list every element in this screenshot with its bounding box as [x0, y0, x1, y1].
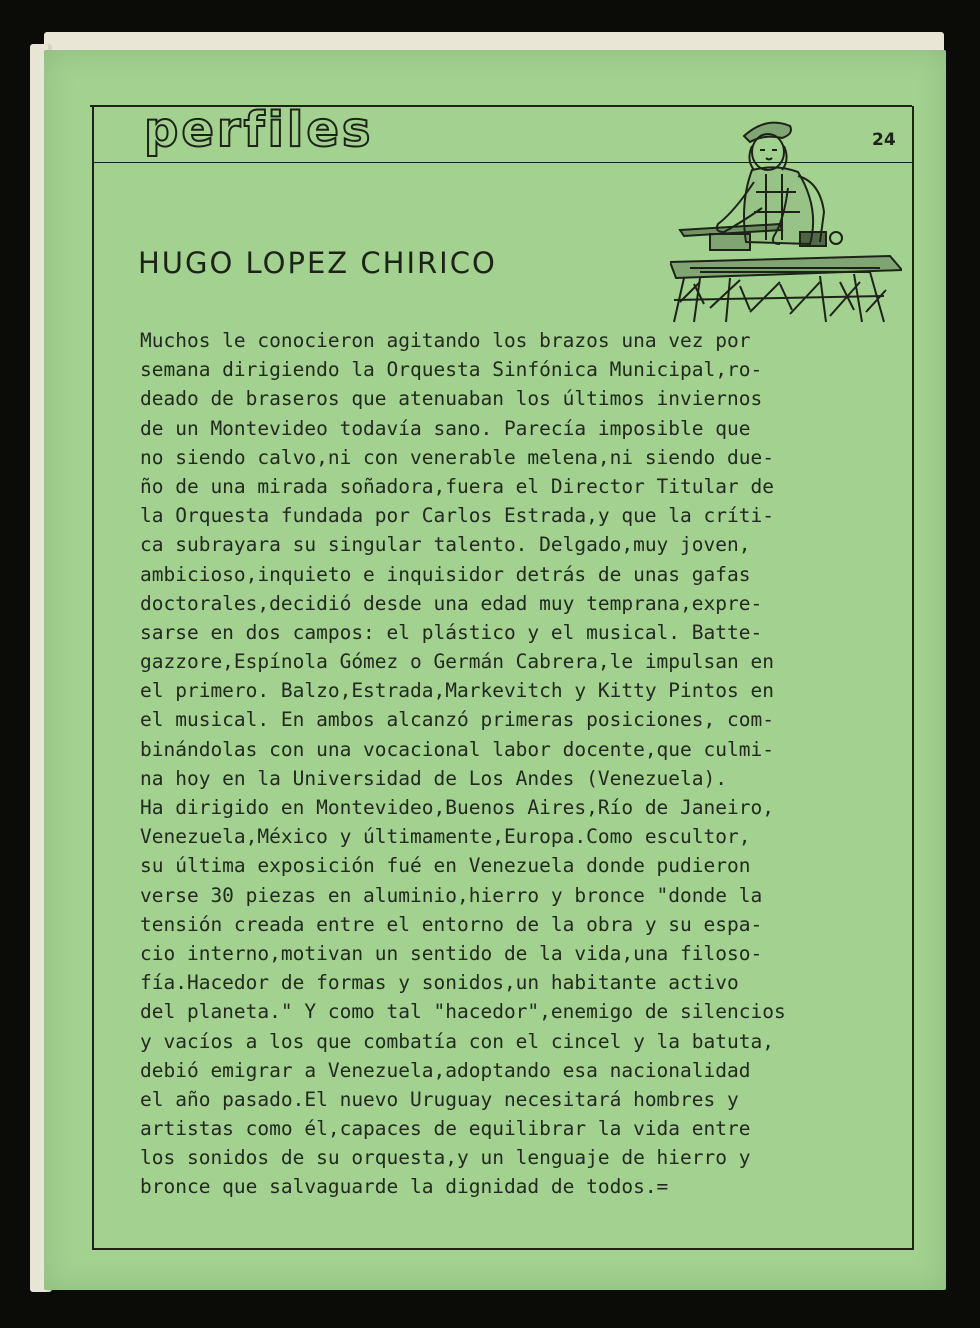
article-line: la Orquesta fundada por Carlos Estrada,y que la críti- — [140, 504, 774, 528]
article-line: bronce que salvaguarde la dignidad de todos.= — [140, 1175, 669, 1199]
article-line: sarse en dos campos: el plástico y el musical. Batte- — [140, 620, 763, 644]
article-line: deado de braseros que atenuaban los últimos inviernos — [140, 387, 763, 411]
magazine-page — [44, 50, 946, 1290]
article-title: HUGO LOPEZ CHIRICO — [138, 246, 497, 280]
article-line: tensión creada entre el entorno de la obra y su espa- — [140, 912, 763, 936]
page-number: 24 — [872, 130, 896, 150]
article-line: ambicioso,inquieto e inquisidor detrás de unas gafas — [140, 562, 751, 586]
article-line: Muchos le conocieron agitando los brazos una vez por — [140, 329, 751, 352]
woodcut-craftsman-at-workbench-icon — [670, 112, 902, 324]
article-line: binándolas con una vocacional labor docente,que culmi- — [140, 737, 774, 761]
article-line: los sonidos de su orquesta,y un lenguaje de hierro y — [140, 1146, 751, 1170]
article-line: del planeta." Y como tal "hacedor",enemigo de silencios — [140, 1000, 786, 1024]
article-line: cio interno,motivan un sentido de la vida,una filoso- — [140, 941, 763, 965]
section-title: perfiles — [144, 102, 374, 158]
article-line: Ha dirigido en Montevideo,Buenos Aires,Río de Janeiro, — [140, 796, 774, 819]
article-body — [140, 326, 880, 1202]
article-line: semana dirigiendo la Orquesta Sinfónica Municipal,ro- — [140, 358, 763, 382]
article-line: verse 30 piezas en aluminio,hierro y bronce "donde la — [140, 883, 763, 907]
article-line: fía.Hacedor de formas y sonidos,un habitante activo — [140, 971, 739, 995]
article-line: artistas como él,capaces de equilibrar la vida entre — [140, 1117, 751, 1141]
article-line: doctorales,decidió desde una edad muy temprana,expre- — [140, 591, 763, 615]
article-line: ño de una mirada soñadora,fuera el Director Titular de — [140, 474, 774, 498]
paper-stack-top-edge — [44, 32, 944, 52]
article-line: gazzore,Espínola Gómez o Germán Cabrera,le impulsan en — [140, 650, 774, 674]
article-line: el año pasado.El nuevo Uruguay necesitará hombres y — [140, 1087, 739, 1111]
article-line: y vacíos a los que combatía con el cincel y la batuta, — [140, 1029, 774, 1053]
article-line: Venezuela,México y últimamente,Europa.Como escultor, — [140, 825, 751, 849]
article-line: el primero. Balzo,Estrada,Markevitch y Kitty Pintos en — [140, 679, 774, 703]
article-line: na hoy en la Universidad de Los Andes (Venezuela). — [140, 766, 727, 790]
article-line: debió emigrar a Venezuela,adoptando esa nacionalidad — [140, 1058, 751, 1082]
article-line: de un Montevideo todavía sano. Parecía imposible que — [140, 416, 751, 440]
article-line: su última exposición fué en Venezuela donde pudieron — [140, 854, 751, 878]
article-line: ca subrayara su singular talento. Delgado,muy joven, — [140, 533, 751, 557]
article-line: el musical. En ambos alcanzó primeras posiciones, com- — [140, 708, 774, 732]
article-line: no siendo calvo,ni con venerable melena,ni siendo due- — [140, 445, 774, 469]
